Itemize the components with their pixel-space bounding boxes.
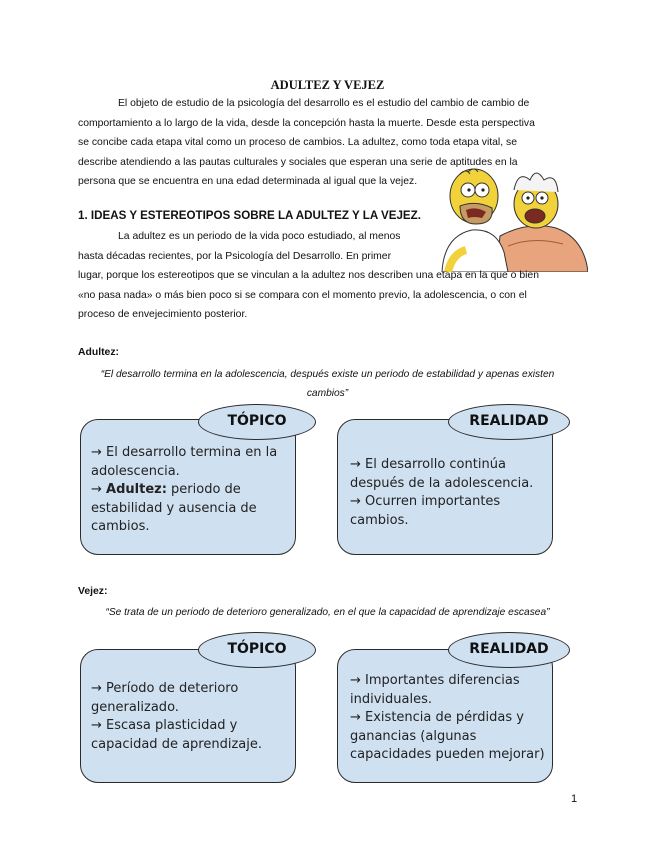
box-line: → Escasa plasticidad y: [91, 718, 238, 733]
box-line: generalizado.: [91, 699, 179, 715]
box-line: capacidades pueden mejorar): [350, 747, 545, 762]
box-line: → El desarrollo termina en la: [91, 445, 278, 460]
intro-line: describe atendiendo a las pautas culturales y sociales que esperan una serie de aptitudes en la: [78, 156, 518, 168]
intro-line: El objeto de estudio de la psicología del desarrollo es el estudio del cambio de cambio de: [118, 98, 530, 109]
box-line-rest: periodo de: [166, 482, 241, 497]
box-line: → Ocurren importantes: [350, 494, 501, 509]
vejez-topico-text: [91, 680, 262, 754]
intro-line: comportamiento a lo largo de la vida, desde la concepción hasta la muerte. Desde esta perspectiva: [78, 117, 535, 129]
box-line: → Existencia de pérdidas y: [350, 710, 524, 725]
vejez-label: Vejez:: [78, 586, 108, 597]
box-line: → Importantes diferencias: [350, 673, 520, 688]
box-line: cambios.: [91, 519, 150, 534]
box-line: individuales.: [350, 691, 432, 707]
box-line: capacidad de aprendizaje.: [91, 736, 262, 752]
vejez-realidad-text: [350, 672, 545, 765]
tag-label: TÓPICO: [227, 641, 287, 657]
document-title: ADULTEZ Y VEJEZ: [270, 78, 385, 92]
vejez-realidad-tag: [448, 632, 570, 668]
tag-label: REALIDAD: [469, 641, 549, 657]
section-line: hasta décadas recientes, por la Psicología del Desarrollo. En primer: [78, 250, 392, 262]
adultez-label: Adultez:: [78, 347, 119, 358]
vejez-topico-box: [80, 649, 296, 783]
vejez-quote: “Se trata de un periodo de deterioro generalizado, en el que la capacidad de aprendizaje escasea”: [105, 607, 550, 618]
box-line: cambios.: [350, 512, 409, 528]
box-line: ganancias (algunas: [350, 728, 477, 744]
box-line: → Período de deterioro: [91, 681, 239, 696]
section-line: «no pasa nada» o más bien poco si se compara con el momento previo, la adolescencia, o con el: [78, 289, 527, 301]
vejez-topico-tag: [198, 632, 316, 668]
adultez-topico-tag: [198, 404, 316, 440]
adultez-quote-line: cambios”: [306, 388, 349, 399]
tag-label: REALIDAD: [469, 413, 549, 429]
section-line: La adultez es un periodo de la vida poco estudiado, al menos: [118, 231, 401, 242]
adultez-quote: [60, 365, 595, 403]
adultez-realidad-text: [350, 456, 533, 530]
intro-line: se concibe cada etapa vital como un proceso de cambios. La adultez, como toda etapa vital, se: [78, 137, 517, 148]
intro-line: persona que se encuentra en una edad determinada al igual que la vejez.: [78, 176, 418, 187]
arrow-text: →: [91, 482, 107, 497]
section-line: proceso de envejecimiento posterior.: [78, 309, 248, 320]
adultez-bold-term: Adultez:: [106, 482, 167, 497]
box-line: [91, 481, 277, 500]
section-paragraph: [78, 227, 578, 325]
adultez-topico-text: [91, 444, 277, 537]
tag-label: TÓPICO: [227, 413, 287, 429]
box-line: → El desarrollo continúa: [350, 457, 506, 472]
section-line: lugar, porque los estereotipos que se vinculan a la adultez nos describen una etapa en la que o bien: [78, 270, 539, 281]
section-heading: 1. IDEAS Y ESTEREOTIPOS SOBRE LA ADULTEZ Y LA VEJEZ.: [78, 209, 421, 222]
vejez-realidad-box: [337, 649, 553, 783]
adultez-quote-line: “El desarrollo termina en la adolescencia, después existe un periodo de estabilidad y apenas existen: [100, 369, 555, 380]
box-line: adolescencia.: [91, 463, 180, 479]
box-line: estabilidad y ausencia de: [91, 500, 257, 516]
box-line: después de la adolescencia.: [350, 475, 534, 491]
adultez-realidad-tag: [448, 404, 570, 440]
page-number: 1: [571, 793, 578, 805]
